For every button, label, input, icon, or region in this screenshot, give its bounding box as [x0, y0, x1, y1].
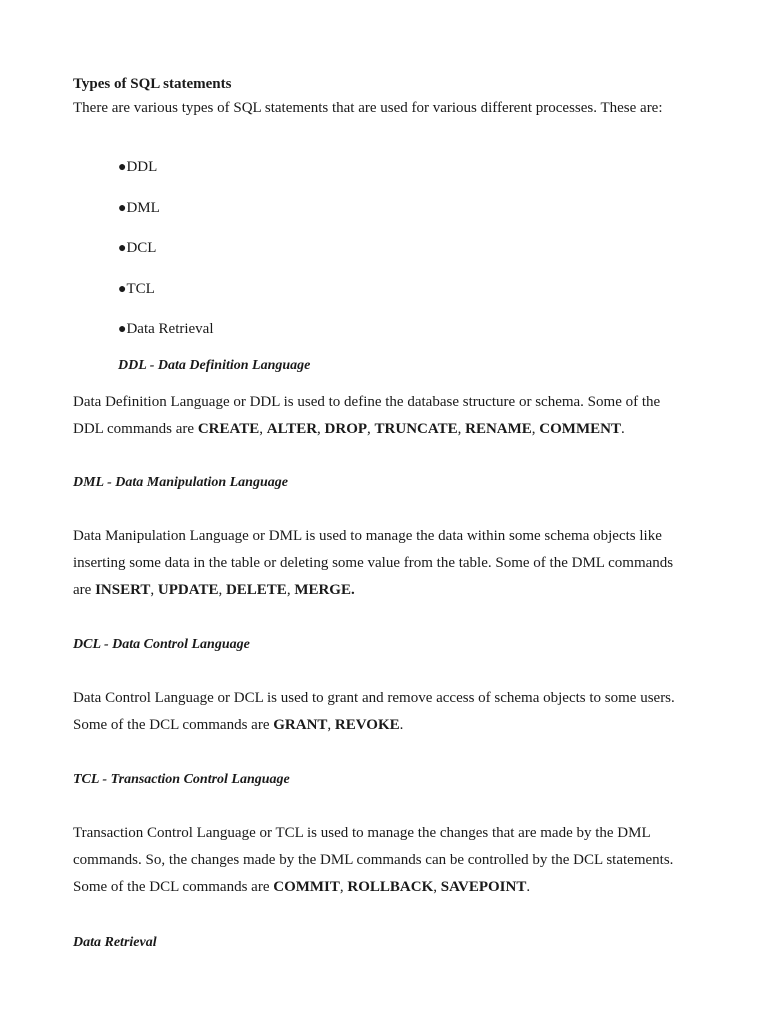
separator: , [259, 421, 267, 437]
bullet-label: DDL [126, 159, 158, 175]
bullet-item-dml [118, 200, 160, 217]
ddl-cmd-alter: ALTER [266, 421, 318, 437]
ddl-cmd-rename: RENAME [465, 421, 532, 437]
ddl-cmd-truncate: TRUNCATE [374, 421, 458, 437]
ddl-line-2 [73, 416, 713, 443]
dcl-cmd-grant: GRANT [273, 717, 328, 733]
dcl-line-2-prefix: Some of the DCL commands are [73, 717, 274, 733]
dcl-heading: DCL - Data Control Language [73, 637, 250, 652]
bullet-item-dcl [118, 240, 156, 257]
ddl-cmd-create: CREATE [197, 421, 260, 437]
separator: , [286, 582, 295, 598]
dcl-line-1: Data Control Language or DCL is used to grant and remove access of schema objects to some users. [73, 690, 675, 706]
dml-line-3 [73, 577, 713, 604]
dml-line-1: Data Manipulation Language or DML is used to manage the data within some schema objects like [73, 528, 662, 544]
separator: , [317, 421, 325, 437]
dml-heading: DML - Data Manipulation Language [73, 475, 288, 490]
dml-cmd-merge: MERGE. [294, 582, 355, 598]
separator: , [367, 421, 375, 437]
dml-cmd-update: UPDATE [157, 582, 219, 598]
tcl-cmd-rollback: ROLLBACK [347, 879, 434, 895]
ddl-cmd-drop: DROP [324, 421, 368, 437]
bullet-label: TCL [126, 281, 155, 297]
ddl-cmd-comment: COMMENT [539, 421, 621, 437]
period: . [399, 717, 404, 733]
bullet-dot-icon: ● [118, 160, 127, 175]
tcl-heading: TCL - Transaction Control Language [73, 772, 290, 787]
dcl-line-2 [73, 712, 713, 739]
tcl-line-3-prefix: Some of the DCL commands are [73, 879, 274, 895]
separator: , [339, 879, 348, 895]
intro-paragraph: There are various types of SQL statements that are used for various different processes. These are: [73, 100, 663, 116]
ddl-line-2-prefix: DDL commands are [73, 421, 198, 437]
period: . [526, 879, 531, 895]
tcl-cmd-savepoint: SAVEPOINT [440, 879, 527, 895]
dcl-paragraph [73, 685, 713, 739]
ddl-paragraph [73, 389, 713, 443]
dml-cmd-insert: INSERT [95, 582, 151, 598]
tcl-line-2: commands. So, the changes made by the DML commands can be controlled by the DCL statements. [73, 852, 674, 868]
dcl-cmd-revoke: REVOKE [334, 717, 400, 733]
bullet-dot-icon: ● [118, 322, 127, 337]
dml-line-2: inserting some data in the table or deleting some value from the table. Some of the DML commands [73, 555, 674, 571]
separator: , [531, 421, 540, 437]
ddl-heading: DDL - Data Definition Language [118, 358, 311, 373]
document-title: Types of SQL statements [73, 76, 232, 92]
bullet-item-tcl [118, 281, 155, 298]
bullet-label: DML [126, 200, 160, 216]
dml-cmd-delete: DELETE [225, 582, 287, 598]
tcl-line-3 [73, 874, 713, 901]
separator: , [218, 582, 226, 598]
bullet-dot-icon: ● [118, 241, 127, 256]
bullet-dot-icon: ● [118, 201, 127, 216]
bullet-label: Data Retrieval [126, 321, 214, 337]
tcl-line-1: Transaction Control Language or TCL is used to manage the changes that are made by the DML [73, 825, 651, 841]
period: . [620, 421, 625, 437]
separator: , [327, 717, 335, 733]
separator: , [150, 582, 158, 598]
bullet-item-data-retrieval [118, 321, 214, 338]
data-retrieval-heading: Data Retrieval [73, 935, 157, 950]
bullet-label: DCL [126, 240, 157, 256]
ddl-line-1: Data Definition Language or DDL is used to define the database structure or schema. Some of the [73, 394, 661, 410]
separator: , [433, 879, 441, 895]
tcl-paragraph [73, 820, 713, 901]
dml-line-3-prefix: are [73, 582, 96, 598]
bullet-dot-icon: ● [118, 282, 127, 297]
dml-paragraph [73, 523, 713, 604]
separator: , [457, 421, 466, 437]
bullet-item-ddl [118, 159, 157, 176]
tcl-cmd-commit: COMMIT [273, 879, 340, 895]
